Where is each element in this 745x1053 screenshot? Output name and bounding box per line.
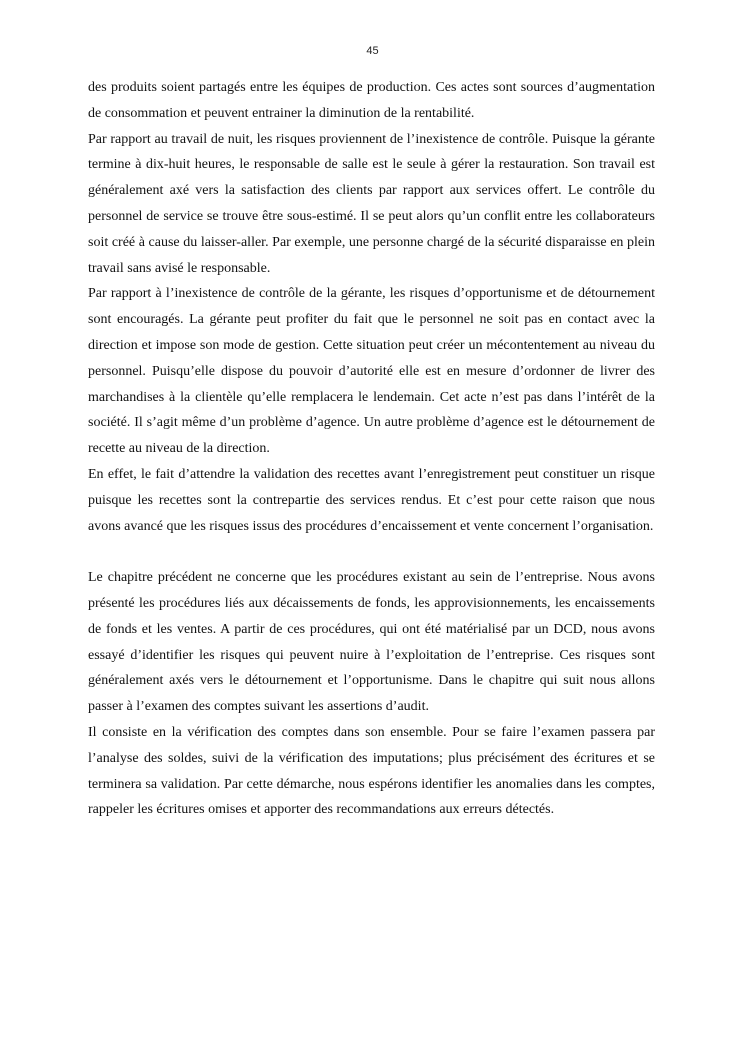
document-body	[88, 75, 655, 823]
paragraph-manager-control: Par rapport à l’inexistence de contrôle de la gérante, les risques d’opportunisme et de détournement sont encouragés. La gérante peut profiter du fait que le personnel ne soit pas en contact avec la direction et impose son mode de gestion. Cette situation peut créer un mécontentement au niveau du personnel. Puisqu’elle dispose du pouvoir d’autorité elle est en mesure d’ordonner de livrer des marchandises à la clientèle qu’elle remplacera le lendemain. Cet acte n’est pas dans l’intérêt de la société. Il s’agit même d’un problème d’agence. Un autre problème d’agence est le détournement de recette au niveau de la direction.	[88, 286, 655, 457]
page-number: 45	[366, 45, 379, 57]
paragraph-spacer	[88, 539, 655, 565]
paragraph-receipt-validation: En effet, le fait d’attendre la validation des recettes avant l’enregistrement peut constituer un risque puisque les recettes sont la contrepartie des services rendus. Et c’est pour cette raison que nous avons avancé que les risques issus des procédures d’encaissement et vente concernent l’organisation.	[88, 466, 655, 534]
paragraph-chapter-summary: Le chapitre précédent ne concerne que les procédures existant au sein de l’entreprise. Nous avons présenté les procédures liés aux décaissements de fonds, les approvisionnements, les encaissements de fonds et les ventes. A partir de ces procédures, qui ont été matérialisé par un DCD, nous avons essayé d’identifier les risques qui peuvent nuire à l’exploitation de l’entreprise. Ces risques sont généralement axés vers le détournement et l’opportunisme. Dans le chapitre qui suit nous allons passer à l’examen des comptes suivant les assertions d’audit.	[88, 570, 655, 715]
paragraph-product-sharing: des produits soient partagés entre les équipes de production. Ces actes sont sources d’augmentation de consommation et peuvent entrainer la diminution de la rentabilité.	[88, 80, 655, 121]
paragraph-night-work-risks: Par rapport au travail de nuit, les risques proviennent de l’inexistence de contrôle. Puisque la gérante termine à dix-huit heures, le responsable de salle est le seule à gérer la restauration. Son travail est généralement axé vers la satisfaction des clients par rapport aux services offert. Le contrôle du personnel de service se trouve être sous-estimé. Il se peut alors qu’un conflit entre les collaborateurs soit créé à cause du laisser-aller. Par exemple, une personne chargé de la sécurité disparaisse en plein travail sans avisé le responsable.	[88, 131, 655, 276]
paragraph-account-review: Il consiste en la vérification des comptes dans son ensemble. Pour se faire l’examen passera par l’analyse des soldes, suivi de la vérification des imputations; plus précisément des écritures et se terminera sa validation. Par cette démarche, nous espérons identifier les anomalies dans les comptes, rappeler les écritures omises et apporter des recommandations aux erreurs détectés.	[88, 724, 655, 818]
